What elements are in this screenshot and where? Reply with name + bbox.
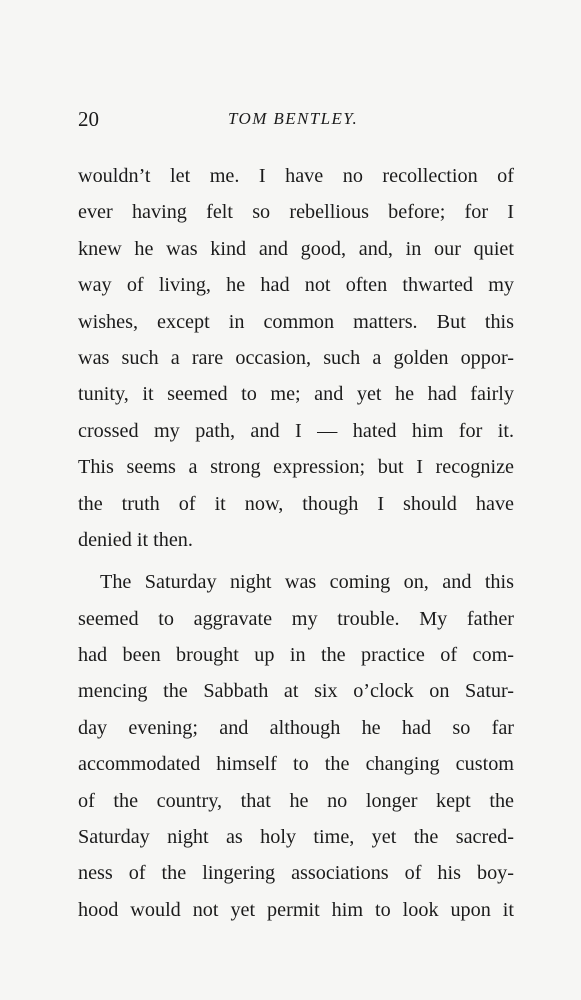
text-line: mencing the Sabbath at six o’clock on Satur-: [78, 680, 514, 703]
text-line: hood would not yet permit him to look upon it: [78, 898, 514, 921]
paragraph-2: [78, 564, 514, 928]
text-line: way of living, he had not often thwarted my: [78, 274, 514, 297]
text-line: denied it then.: [78, 528, 193, 551]
text-line: of the country, that he no longer kept the: [78, 789, 514, 812]
text-line: day evening; and although he had so far: [78, 716, 514, 739]
paragraph-1: [78, 158, 514, 558]
text-line: This seems a strong expression; but I recognize: [78, 456, 514, 479]
text-line: The Saturday night was coming on, and this: [100, 571, 514, 594]
text-line: seemed to aggravate my trouble. My father: [78, 607, 514, 630]
text-line: had been brought up in the practice of com-: [78, 644, 514, 667]
running-title: TOM BENTLEY.: [228, 109, 359, 128]
text-line: wishes, except in common matters. But this: [78, 310, 514, 333]
text-line: knew he was kind and good, and, in our quiet: [78, 237, 514, 260]
text-line: Saturday night as holy time, yet the sacred-: [78, 826, 514, 849]
text-line: ever having felt so rebellious before; for I: [78, 201, 514, 224]
text-line: the truth of it now, though I should have: [78, 492, 514, 515]
text-line: ness of the lingering associations of his boy-: [78, 862, 514, 885]
page-number: 20: [78, 107, 99, 131]
body-text: [78, 158, 514, 928]
text-line: wouldn’t let me. I have no recollection of: [78, 165, 514, 187]
page-header: [78, 104, 514, 134]
text-line: tunity, it seemed to me; and yet he had fairly: [78, 383, 514, 406]
text-line: accommodated himself to the changing custom: [78, 753, 514, 776]
text-line: crossed my path, and I — hated him for it.: [78, 419, 514, 442]
text-line: was such a rare occasion, such a golden oppor-: [78, 346, 514, 369]
